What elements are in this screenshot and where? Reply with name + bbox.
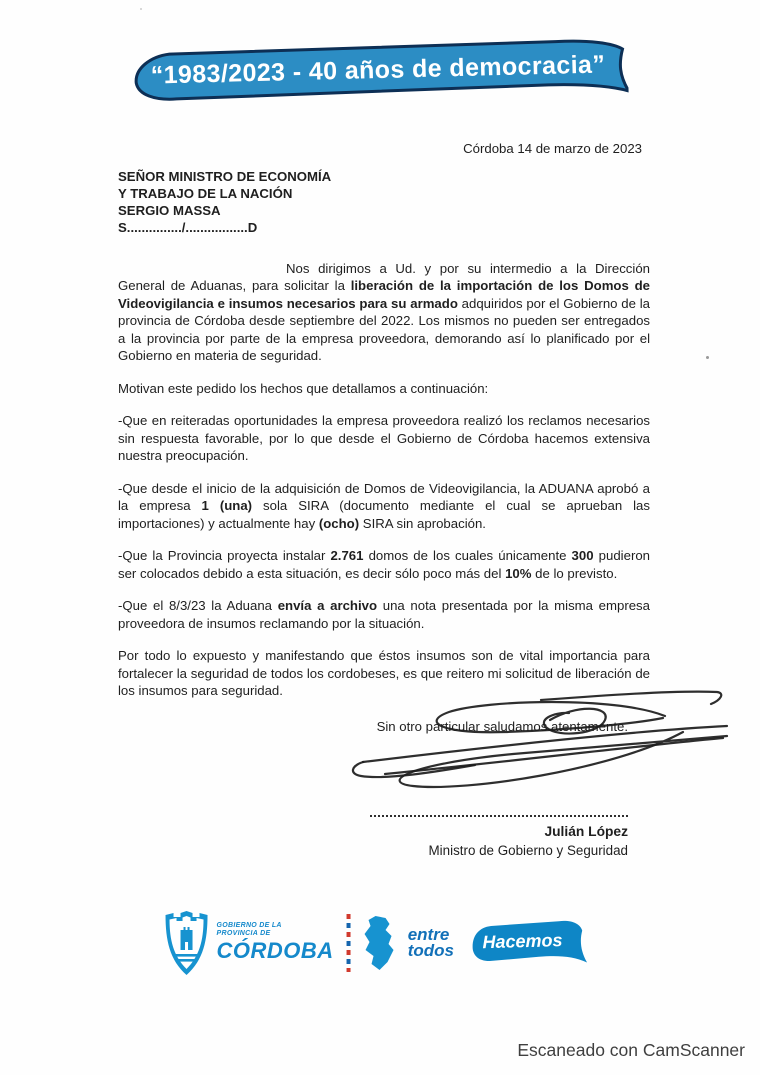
recipient-line: S.............../.................D	[118, 219, 258, 235]
banner-text: “1983/2023 - 40 años de democracia”	[150, 49, 606, 90]
slogan-line1: entre	[407, 925, 450, 944]
letter-date: Córdoba 14 de marzo de 2023	[463, 141, 642, 156]
letter-paragraphs	[118, 260, 650, 700]
gov-line2: PROVINCIA DE	[216, 929, 271, 937]
entre-todos-logo	[408, 927, 454, 959]
closing-line: Sin otro particular saludamos atentamente.	[376, 718, 628, 734]
hacemos-label: Hacemos	[482, 929, 564, 952]
gov-wordmark	[217, 922, 334, 964]
recipient-line: SEÑOR MINISTRO DE ECONOMÍA	[118, 168, 332, 184]
camscanner-watermark: Escaneado con CamScanner	[517, 1040, 745, 1060]
letter-paragraph: -Que desde el inicio de la adquisición de Domos de Videovigilancia, la ADUANA aprobó a la empresa 1 (una) sola SIRA (documento mediante el cual se aprueban las importaciones) y actualmente hay (ocho) SIRA sin aprobación.	[118, 480, 650, 531]
signature-dotted-line	[370, 815, 628, 817]
letter-paragraph: Nos dirigimos a Ud. y por su intermedio a la Dirección General de Aduanas, para solicitar la liberación de la importación de los Domos de Videovigilancia e insumos necesarios para su armado adquiridos por el Gobierno de la provincia de Córdoba desde septiembre del 2022. Los mismos no pueden ser entregados a la provincia por parte de la empresa proveedora, demorando así lo planificado por el Gobierno en materia de seguridad.	[118, 260, 651, 363]
letter-body	[118, 140, 650, 859]
hacemos-banner	[469, 917, 588, 968]
letter-paragraph: -Que la Provincia proyecta instalar 2.761 domos de los cuales únicamente 300 pudieron ser colocados debido a esta situación, es decir sólo poco más del 10% de lo previsto.	[118, 548, 650, 581]
letter-paragraph: Motivan este pedido los hechos que detallamos a continuación:	[118, 380, 489, 396]
recipient-block	[118, 168, 650, 236]
letter-paragraph: -Que en reiteradas oportunidades la empresa proveedora realizó los reclamos necesarios sin respuesta favorable, por lo que desde el Gobierno de Córdoba hacemos extensiva nuestra preocupación.	[118, 413, 650, 463]
footer-divider	[347, 914, 351, 972]
letter-paragraph: -Que el 8/3/23 la Aduana envía a archivo una nota presentada por la misma empresa proveedora de insumos reclamando por la situación.	[118, 598, 650, 631]
cordoba-map-icon	[362, 913, 402, 973]
slogan-line2: todos	[407, 941, 454, 960]
recipient-line: Y TRABAJO DE LA NACIÓN	[118, 185, 293, 201]
letter-paragraph: Por todo lo expuesto y manifestando que éstos insumos son de vital importancia para fortalecer la seguridad de todos los cordobeses, es que reitero mi solicitud de liberación de los insumos para seguridad.	[118, 648, 650, 698]
footer-logos	[164, 910, 588, 976]
recipient-line: SERGIO MASSA	[118, 202, 221, 218]
cordoba-crest-icon	[164, 910, 210, 976]
scan-speck	[706, 356, 709, 359]
signatory-name: Julián López	[544, 824, 628, 839]
signatory-title: Ministro de Gobierno y Seguridad	[428, 842, 628, 858]
democracy-banner	[127, 36, 628, 106]
cordoba-wordmark: CÓRDOBA	[216, 938, 334, 963]
gov-line1: GOBIERNO DE LA	[216, 922, 282, 929]
scan-speck	[140, 8, 142, 10]
